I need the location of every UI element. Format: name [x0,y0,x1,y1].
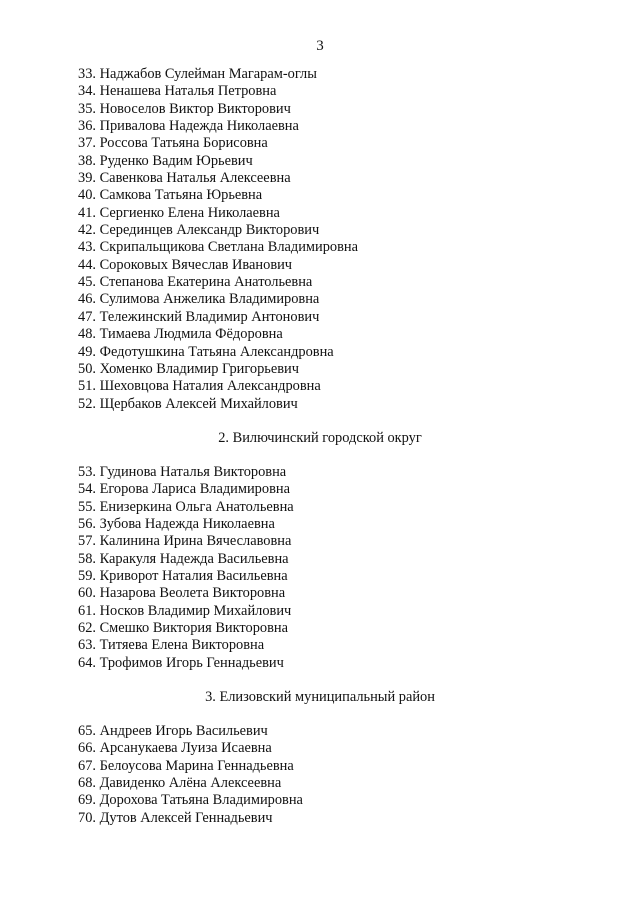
list-item: 35. Новоселов Виктор Викторович [78,100,291,117]
name-list-section-2 [78,464,294,672]
list-item: 38. Руденко Вадим Юрьевич [78,152,253,169]
list-item: 41. Сергиенко Елена Николаевна [78,204,280,221]
list-item: 64. Трофимов Игорь Геннадьевич [78,654,284,671]
section-heading-elizovo: 3. Елизовский муниципальный район [205,689,435,705]
list-item: 63. Титяева Елена Викторовна [78,637,265,654]
list-item: 56. Зубова Надежда Николаевна [78,516,275,533]
page-number: 3 [316,38,324,54]
list-item: 55. Енизеркина Ольга Анатольевна [78,498,294,515]
list-item: 69. Дорохова Татьяна Владимировна [78,792,303,809]
list-item: 36. Привалова Надежда Николаевна [78,118,299,135]
list-item: 68. Давиденко Алёна Алексеевна [78,775,282,792]
list-item: 47. Тележинский Владимир Антонович [78,308,320,325]
list-item: 62. Смешко Виктория Викторовна [78,620,288,637]
list-item: 61. Носков Владимир Михайлович [78,602,292,619]
list-item: 67. Белоусова Марина Геннадьевна [78,757,294,774]
list-item: 70. Дутов Алексей Геннадьевич [78,809,273,826]
list-item: 51. Шеховцова Наталия Александровна [78,378,321,395]
list-item: 34. Ненашева Наталья Петровна [78,83,277,100]
list-item: 42. Серединцев Александр Викторович [78,222,320,239]
list-item: 37. Россова Татьяна Борисовна [78,135,268,152]
list-item: 45. Степанова Екатерина Анатольевна [78,274,313,291]
list-item: 43. Скрипальщикова Светлана Владимировна [78,239,359,256]
name-list-section-3 [78,723,303,827]
list-item: 48. Тимаева Людмила Фёдоровна [78,326,283,343]
list-item: 57. Калинина Ирина Вячеславовна [78,533,292,550]
section-heading-vilyuchinsk: 2. Вилючинский городской округ [218,430,422,446]
list-item: 54. Егорова Лариса Владимировна [78,481,290,498]
list-item: 59. Криворот Наталия Васильевна [78,568,288,585]
list-item: 53. Гудинова Наталья Викторовна [78,464,287,480]
list-item: 60. Назарова Веолета Викторовна [78,585,286,602]
list-item: 39. Савенкова Наталья Алексеевна [78,170,291,187]
list-item: 58. Каракуля Надежда Васильевна [78,550,289,567]
list-item: 40. Самкова Татьяна Юрьевна [78,187,263,204]
name-list-section-1 [78,66,358,413]
list-item: 52. Щербаков Алексей Михайлович [78,395,298,412]
list-item: 46. Сулимова Анжелика Владимировна [78,291,320,308]
list-item: 49. Федотушкина Татьяна Александровна [78,343,334,360]
list-item: 44. Сороковых Вячеслав Иванович [78,256,293,273]
list-item: 50. Хоменко Владимир Григорьевич [78,360,299,377]
list-item: 65. Андреев Игорь Васильевич [78,723,268,739]
list-item: 33. Наджабов Сулейман Магарам-оглы [78,66,317,82]
list-item: 66. Арсанукаева Луиза Исаевна [78,740,272,757]
